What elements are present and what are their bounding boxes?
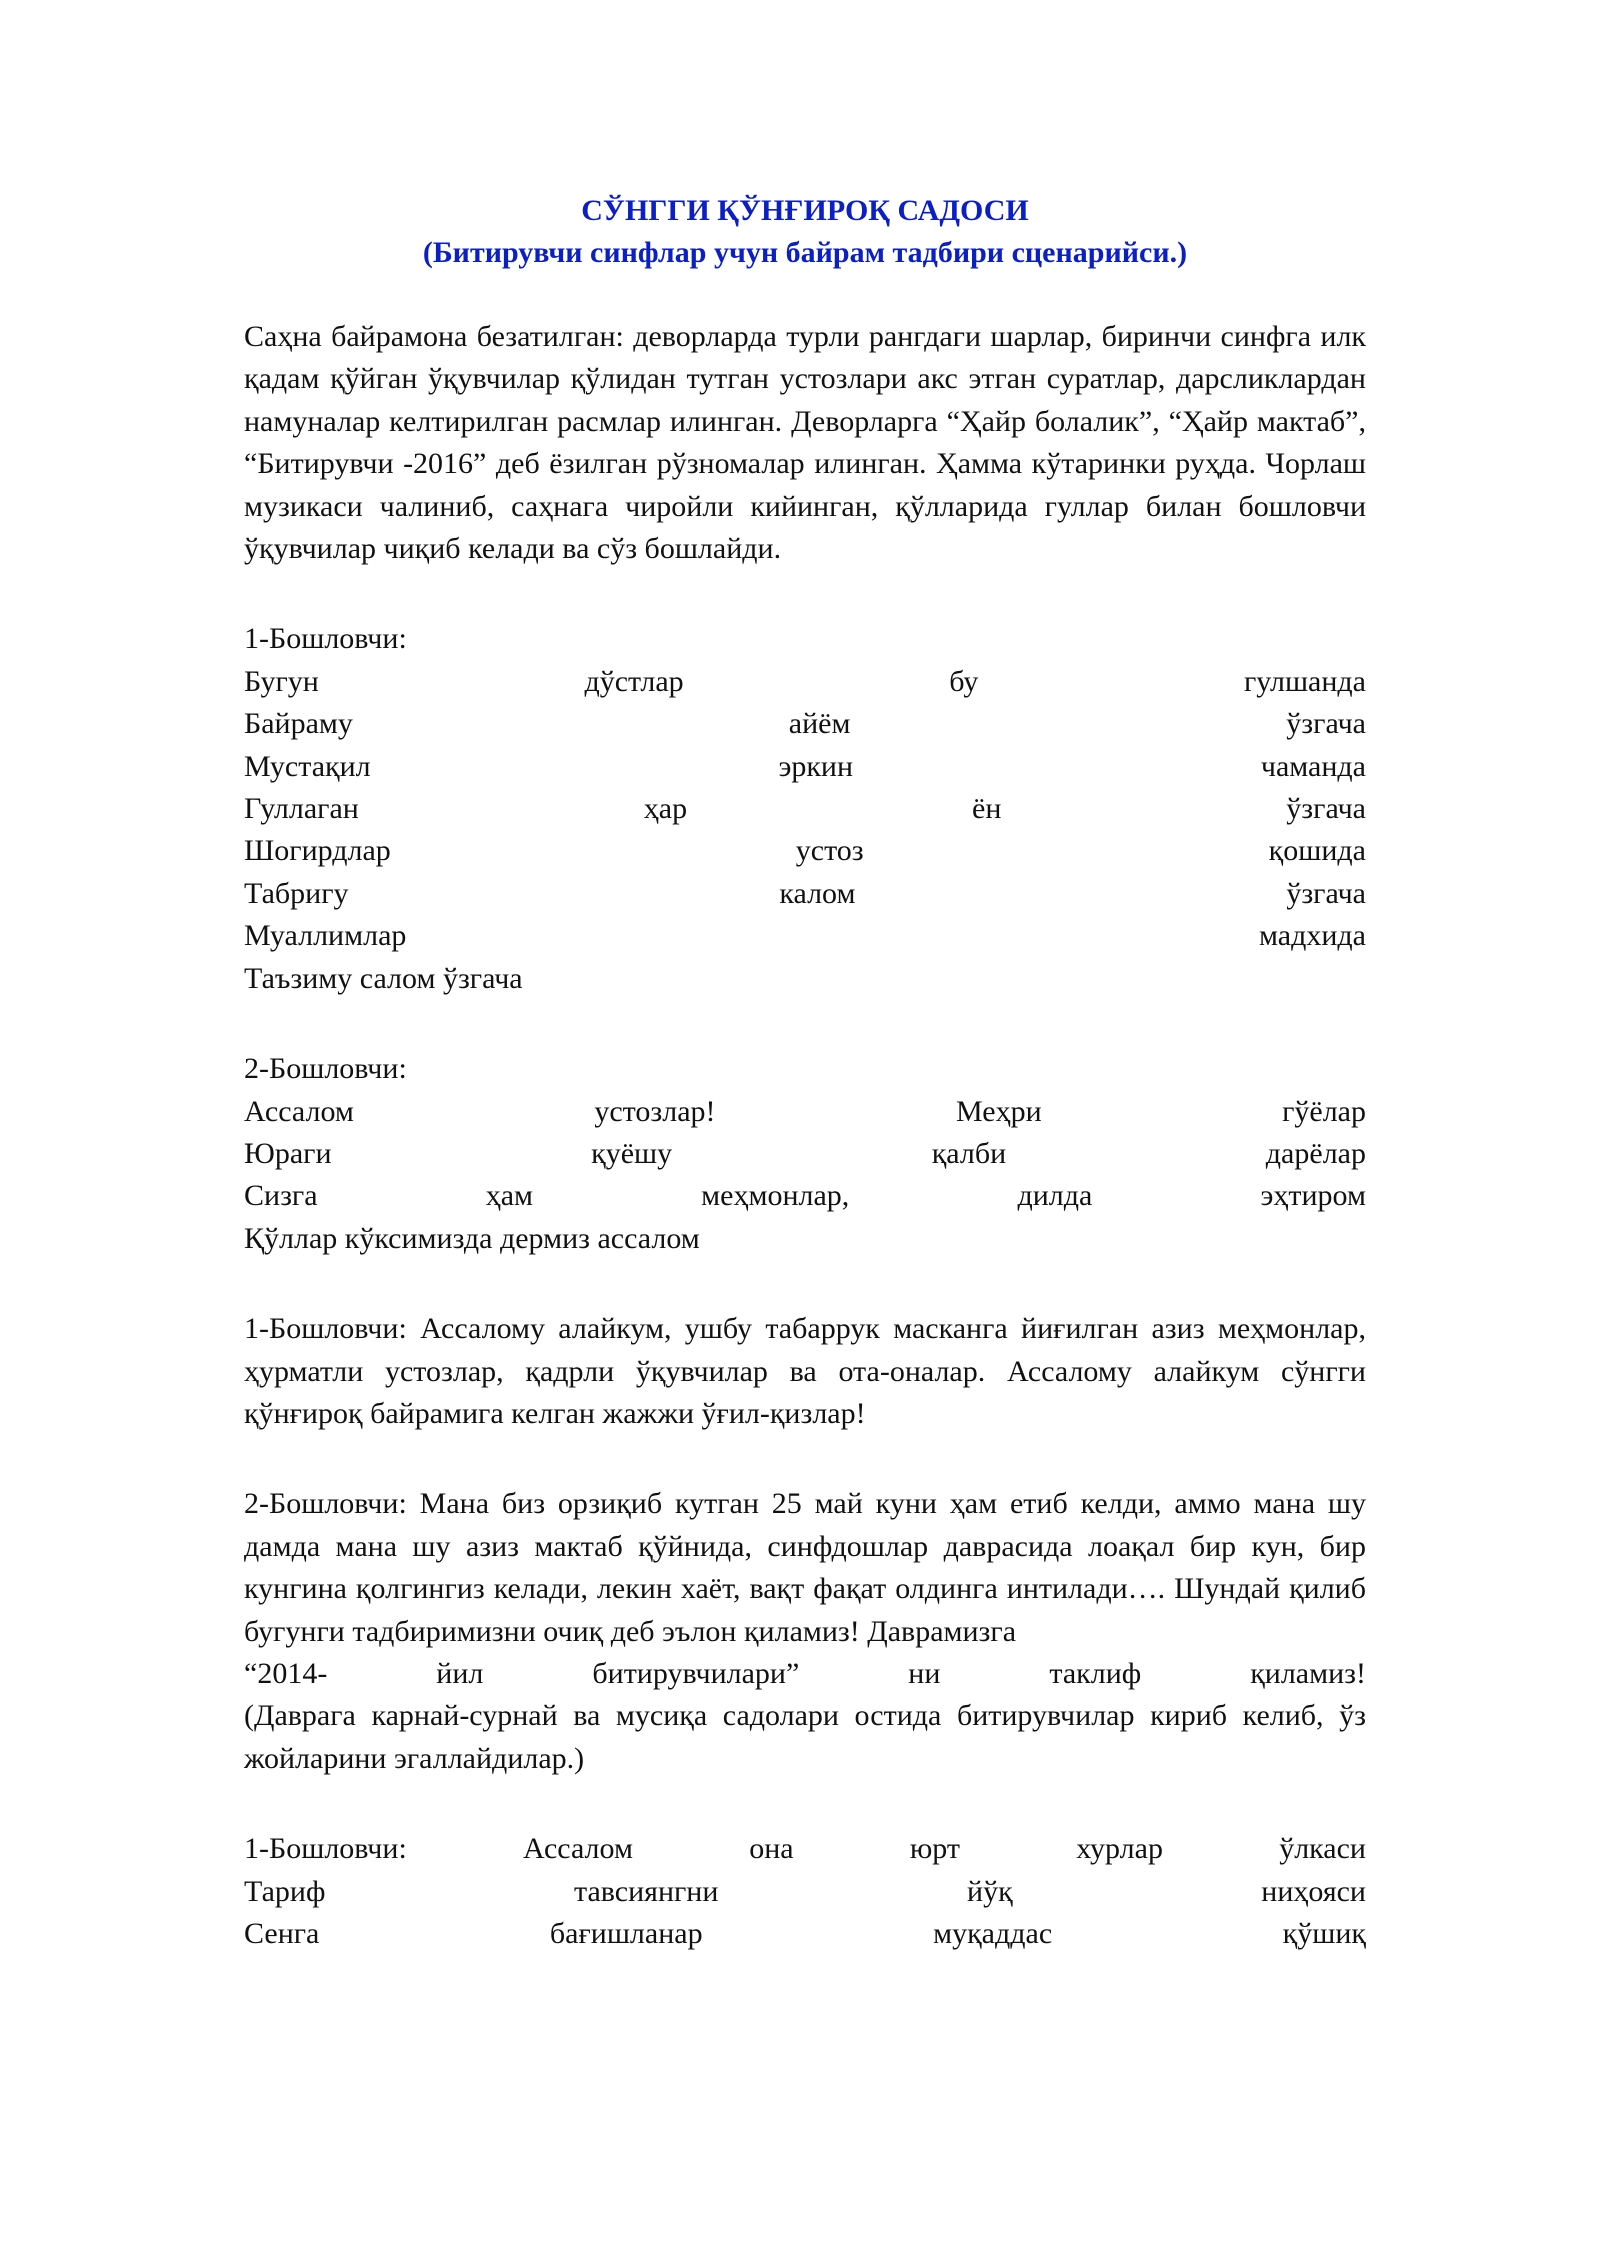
poem1-word: ҳар [643,792,688,826]
poem2-lines [244,1091,1366,1218]
poem1-word: ўзгача [1286,876,1366,910]
poem1-line [244,873,1366,915]
poem1-line [244,830,1366,872]
poem3-word: она [749,1832,794,1866]
speech2-word: йил [436,1656,484,1690]
poem2-word: устозлар! [594,1094,716,1128]
poem3-line [244,1871,1366,1913]
speech2-word: “2014- [244,1656,328,1690]
poem1-word: ўзгача [1286,707,1366,741]
poem3-word: Тариф [244,1874,326,1908]
poem3-line [244,1828,1366,1870]
poem1-line [244,915,1366,957]
poem1-word: гулшанда [1243,664,1366,698]
poem2-line [244,1175,1366,1217]
poem1-last-line: Таъзиму салом ўзгача [244,961,523,995]
poem2-word: эҳтиром [1260,1179,1366,1213]
speech2-spread-line [244,1653,1366,1695]
poem1-word: эркин [778,749,854,783]
poem-block-3 [244,1828,1366,1955]
speech2-word: ни [908,1656,941,1690]
speech2-word: қиламиз! [1250,1656,1366,1690]
poem2-word: Юраги [244,1136,332,1170]
poem1-word: ён [972,792,1002,826]
poem1-line [244,788,1366,830]
poem2-word: гўёлар [1282,1094,1366,1128]
poem2-last-line: Қўллар кўксимизда дермиз ассалом [244,1221,700,1255]
speech-paragraph-1: 1-Бошловчи: Ассалому алайкум, ушбу табаррук масканга йиғилган азиз меҳмонлар, ҳурматли устозлар, қадрли ўқувчилар ва ота-оналар. Ассалому алайкум сўнгги қўнғироқ байрамига келган жажжи ўғил-қизлар! [244,1312,1366,1430]
document-subtitle: (Битирувчи синфлар учун байрам тадбири сценарийси.) [422,236,1188,269]
poem1-line [244,703,1366,745]
poem1-word: Байраму [244,707,353,741]
poem3-word: йўқ [967,1874,1013,1908]
poem3-word: хурлар [1076,1832,1163,1866]
document-body [244,190,1366,1955]
poem1-word: Бугун [244,664,319,698]
poem2-word: дилда [1017,1179,1093,1213]
poem2-line [244,1133,1366,1175]
poem1-word: чаманда [1260,749,1366,783]
poem3-word: тавсиянгни [574,1874,719,1908]
poem1-word: айём [788,707,851,741]
poem3-word: муқаддас [933,1917,1053,1950]
poem3-word: 1-Бошловчи: [244,1832,407,1866]
speech-paragraph-2 [244,1483,1366,1780]
speech2-word: таклиф [1049,1656,1142,1690]
poem1-speaker: 1-Бошловчи: [244,622,407,656]
poem2-word: дарёлар [1265,1136,1366,1170]
poem3-word: ниҳояси [1261,1874,1366,1908]
poem1-word: дўстлар [584,664,684,698]
poem3-word: бағишланар [549,1917,703,1950]
poem1-word: бу [949,664,979,698]
poem1-word: Муаллимлар [244,919,407,953]
poem3-word: Ассалом [523,1832,633,1866]
poem1-word: устоз [795,834,864,868]
poem2-word: қуёшу [591,1136,673,1170]
poem2-word: Сизга [244,1179,318,1213]
document-title: СЎНГГИ ҚЎНҒИРОҚ САДОСИ [581,194,1029,227]
poem3-word: Сенга [244,1917,320,1950]
poem3-line [244,1913,1366,1955]
poem1-word: Мустақил [244,749,371,783]
poem2-word: Меҳри [955,1094,1042,1128]
poem-block-1 [244,618,1366,1000]
poem1-word: калом [779,876,856,910]
poem1-word: ўзгача [1286,792,1366,826]
speech2-text-b: (Даврага карнай-сурнай ва мусиқа садолари остида битирувчилар кириб келиб, ўз жойларини эгаллайдилар.) [244,1699,1366,1775]
intro-paragraph: Саҳна байрамона безатилган: деворларда турли рангдаги шарлар, биринчи синфга илк қадам қўйган ўқувчилар қўлидан тутган устозлари акс этган суратлар, дарсликлардан намуналар келтирилган расмлар илинган. Деворларга “Ҳайр болалик”, “Ҳайр мактаб”, “Битирувчи -2016” деб ёзилган рўзномалар илинган. Ҳамма кўтаринки руҳда. Чорлаш музикаси чалиниб, саҳнага чиройли кийинган, қўлларида гуллар билан бошловчи ўқувчилар чиқиб келади ва сўз бошлайди. [244,320,1366,566]
poem2-speaker: 2-Бошловчи: [244,1052,407,1086]
poem1-line [244,746,1366,788]
poem2-line [244,1091,1366,1133]
poem-block-2 [244,1048,1366,1260]
speech2-word: битирувчилари” [592,1656,800,1690]
poem2-word: қалби [931,1136,1007,1170]
poem3-word: ўлкаси [1279,1832,1366,1866]
poem3-word: юрт [909,1832,960,1866]
speech2-text-a: 2-Бошловчи: Мана биз орзиқиб кутган 25 май куни ҳам етиб келди, аммо мана шу дамда мана шу азиз мактаб қўйнида, синфдошлар даврасида лоақал бир кун, бир кунгина қолгингиз келади, лекин хаёт, вақт фақат олдинга интилади…. Шундай қилиб бугунги тадбиримизни очиқ деб эълон қиламиз! Даврамизга [244,1487,1366,1648]
poem2-word: ҳам [485,1179,534,1213]
poem2-word: Ассалом [244,1094,354,1128]
poem1-word: Табригу [244,876,349,910]
poem1-word: мадхида [1259,919,1366,953]
poem1-line [244,661,1366,703]
poem2-word: меҳмонлар, [701,1179,850,1213]
poem1-word: Гуллаган [244,792,359,826]
poem1-lines [244,661,1366,958]
poem1-word: Шогирдлар [244,834,391,868]
poem3-word: қўшиқ [1282,1917,1366,1950]
poem1-word: қошида [1268,834,1366,868]
